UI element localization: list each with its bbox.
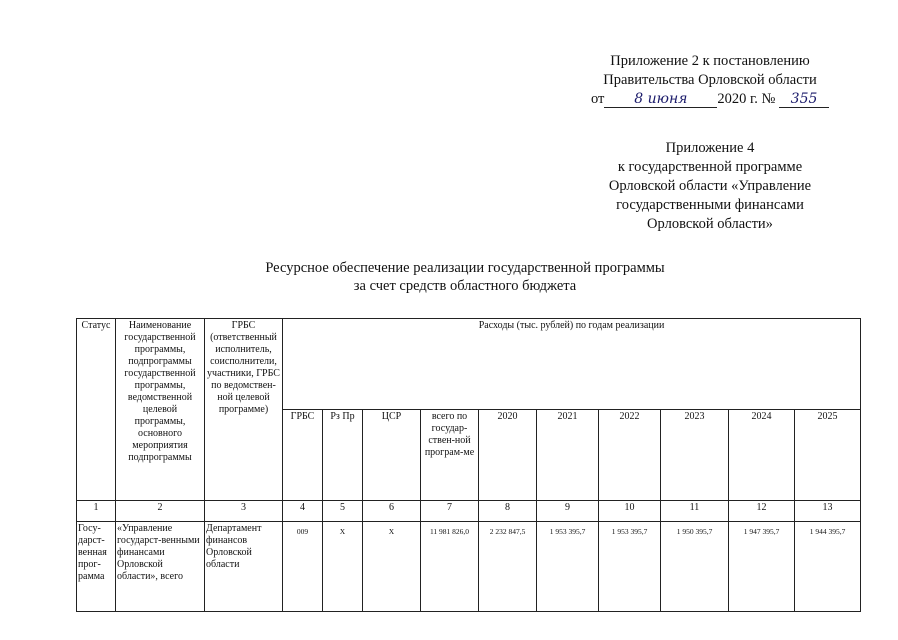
appendix-4-line: Орловской области» [647,216,773,232]
cell-status: Госу-дарст-венная прог-рамма [77,522,116,612]
cell-2022: 1 953 395,7 [599,522,661,612]
appendix-4-line: государственными финансами [616,197,804,213]
cell-csr: Х [363,522,421,612]
column-number: 9 [537,501,599,522]
cell-rzpr: Х [323,522,363,612]
subheader-year-2020: 2020 [479,410,537,501]
subheader-grbs: ГРБС [283,410,323,501]
subheader-year-2022: 2022 [599,410,661,501]
table-row [77,522,861,612]
subheader-total: всего по государ-ствен-ной програм-ме [421,410,479,501]
column-number: 1 [77,501,116,522]
document-title-line1: Ресурсное обеспечение реализации государственной программы [265,260,665,276]
cell-grbs-name: Департамент финансов Орловской области [205,522,283,612]
document-title-line2: за счет средств областного бюджета [353,278,577,294]
column-number: 4 [283,501,323,522]
subheader-year-2025: 2025 [795,410,861,501]
date-year: 2020 г. № [717,91,776,107]
column-number: 2 [116,501,205,522]
document-title [160,259,770,295]
appendix-2-header [560,52,860,109]
column-number-row [77,501,861,522]
column-number: 3 [205,501,283,522]
appendix-2-dateline [560,90,860,109]
column-number: 10 [599,501,661,522]
cell-2021: 1 953 395,7 [537,522,599,612]
column-number: 11 [661,501,729,522]
subheader-csr: ЦСР [363,410,421,501]
date-prefix: от [590,91,605,107]
column-number: 12 [729,501,795,522]
cell-grbs-code: 009 [283,522,323,612]
cell-program-name: «Управление государст-венными финансами Орловской области», всего [116,522,205,612]
document-number-handwritten: 355 [779,92,829,108]
subheader-rzpr: Рз Пр [323,410,363,501]
cell-2023: 1 950 395,7 [661,522,729,612]
table-header-row [77,319,861,410]
appendix-4-line: к государственной программе [617,159,803,175]
header-expenses: Расходы (тыс. рублей) по годам реализации [283,319,861,410]
date-day-handwritten: 8 июня [604,92,717,108]
header-program-name: Наименование государственной программы, подпрограммы государственной программы, ведомственной целевой программы, основного мероприятия подпрограммы [116,319,205,501]
cell-2025: 1 944 395,7 [795,522,861,612]
cell-2020: 2 232 847,5 [479,522,537,612]
budget-table [76,318,861,612]
cell-2024: 1 947 395,7 [729,522,795,612]
appendix-4-line: Орловской области «Управление [608,178,812,194]
appendix-2-line2: Правительства Орловской области [603,72,817,88]
column-number: 8 [479,501,537,522]
subheader-year-2024: 2024 [729,410,795,501]
column-number: 13 [795,501,861,522]
subheader-year-2021: 2021 [537,410,599,501]
subheader-year-2023: 2023 [661,410,729,501]
appendix-2-line1: Приложение 2 к постановлению [610,53,810,69]
cell-total: 11 981 826,0 [421,522,479,612]
column-number: 6 [363,501,421,522]
header-status: Статус [77,319,116,501]
column-number: 7 [421,501,479,522]
column-number: 5 [323,501,363,522]
appendix-4-line: Приложение 4 [665,140,755,156]
appendix-4-header [565,139,855,234]
header-grbs: ГРБС (ответственный исполнитель, соисполнители, участники, ГРБС по ведомствен-ной целевой программе) [205,319,283,501]
